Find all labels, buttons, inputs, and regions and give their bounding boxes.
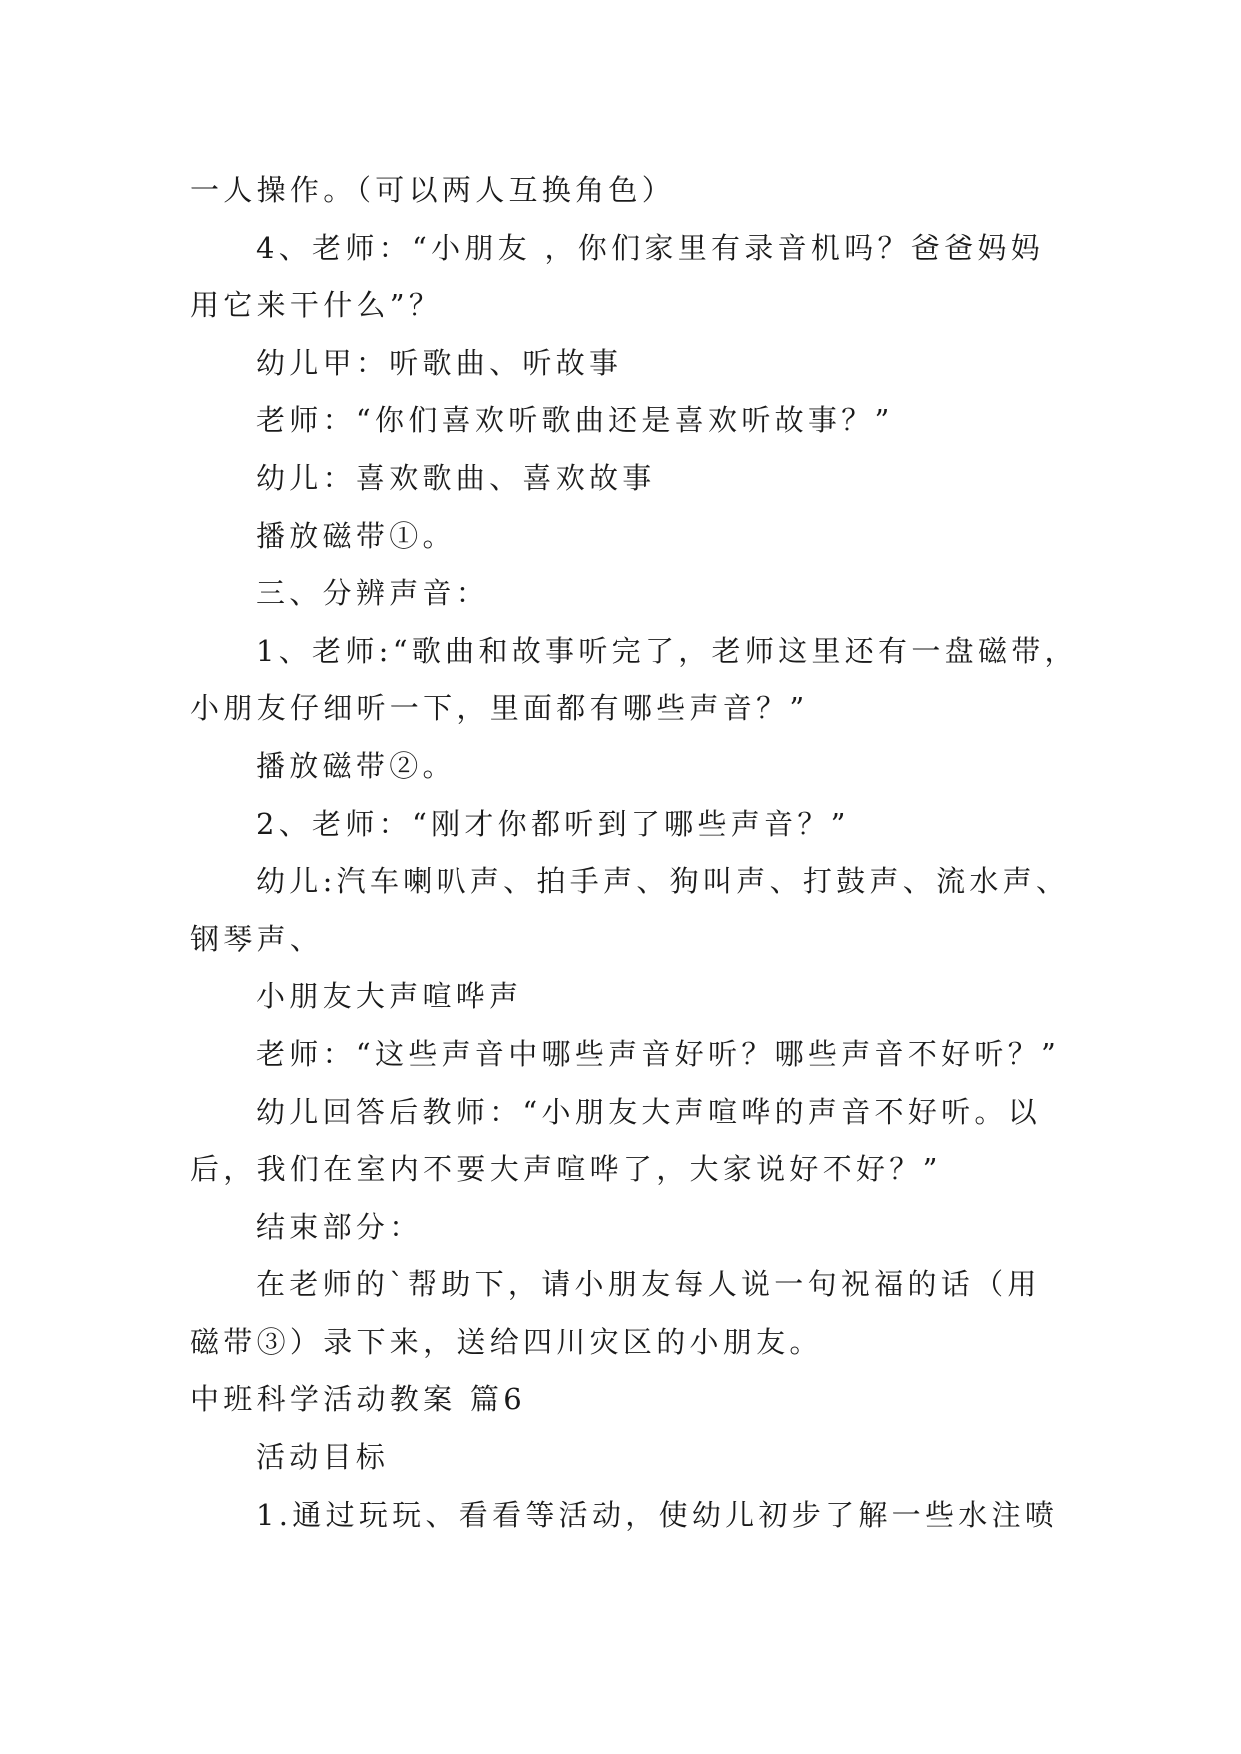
text-line: 小朋友仔细听一下，里面都有哪些声音？” [190,691,809,726]
text-line: 在老师的`帮助下，请小朋友每人说一句祝福的话（用 [256,1267,1041,1302]
text-line: 老师：“这些声音中哪些声音好听？哪些声音不好听？” [256,1036,1061,1071]
text-line: 播放磁带②。 [256,748,456,783]
section-heading: 活动目标 [256,1440,390,1475]
text-line: 后，我们在室内不要大声喧哗了，大家说好不好？” [190,1152,942,1187]
text-line: 4、老师：“小朋友 ，你们家里有录音机吗？爸爸妈妈 [256,230,1044,265]
text-line: 钢琴声、 [190,921,324,956]
text-line: 老师：“你们喜欢听歌曲还是喜欢听故事？” [256,403,894,438]
section-heading: 三、分辨声音： [256,576,490,611]
text-line: 1.通过玩玩、看看等活动，使幼儿初步了解一些水注喷 [256,1497,1059,1532]
text-line: 幼儿:汽车喇叭声、拍手声、狗叫声、打鼓声、流水声、 [256,864,1070,899]
text-line: 1、老师:“歌曲和故事听完了，老师这里还有一盘磁带， [256,633,1078,668]
text-line: 幼儿：喜欢歌曲、喜欢故事 [256,460,656,495]
text-line: 用它来干什么”？ [190,288,443,323]
document-body [190,162,1078,1544]
text-line: 幼儿甲：听歌曲、听故事 [256,345,623,380]
text-line: 一人操作。（可以两人互换角色） [190,173,676,207]
article-title: 中班科学活动教案 篇6 [190,1382,526,1417]
text-line: 小朋友大声喧哗声 [256,979,523,1014]
text-line: 2、老师：“刚才你都听到了哪些声音？” [256,806,850,841]
text-line: 播放磁带①。 [256,518,456,553]
section-heading: 结束部分： [256,1209,423,1244]
text-line: 幼儿回答后教师：“小朋友大声喧哗的声音不好听。以 [256,1094,1042,1129]
text-line: 磁带③）录下来，送给四川灾区的小朋友。 [190,1324,823,1359]
